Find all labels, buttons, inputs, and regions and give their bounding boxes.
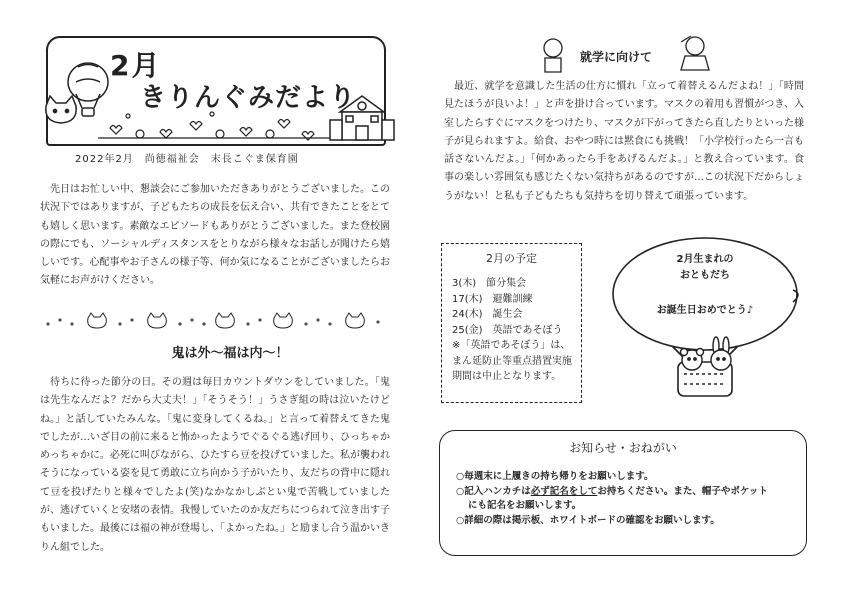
school-prep-paragraph: 最近、就学を意識した生活の仕方に慣れ「立って着替えるんだよね！」「時間見たほうが良いよ！」と声を掛け合っています。マスクの着用も習慣がつき、入室したらすぐにマスクをつけたり、マスクが下がってきたら直したりといった様子が見られますよ。給食、おやつ時には黙食にも挑戦！「小学校行ったら一言も話さないんだよ。」「何かあったら手をあげるんだよ。」と教え合っています。食事の楽しい雰囲気も感じたくない気持ちがあるのですが…この状況下だからしょうがない！と私も子どもたちも気持ちを切り替えて頑張っています。 — [444, 81, 804, 202]
birthday-title — [655, 252, 755, 283]
schedule-item: 24(木) 誕生会 — [452, 309, 523, 320]
schedule-item: 25(金) 英語であそぼう — [452, 324, 563, 336]
birthday-title-line1: 2月生まれの — [676, 254, 734, 265]
setsubun-paragraph: 待ちに待った節分の日。その週は毎日カウントダウンをしていました。「鬼は先生なんだよ？だから大丈夫！」「そうそう！」うさぎ組の時は泣いたけどね。」と話していたみんな。「鬼に変身してくるね。」と言って着替えてきた鬼でしたが…いざ目の前に来ると怖かったようでぐるぐる逃げ回り、ひっちゃかめっちゃかに。必死に叫びながら、ひたすら豆を投げていました。私が襲われそうになっている姿を見て勇敢に立ち向かう子がいたり、友だちの背中に隠れて豆を投げたりと様々でしたよ(笑)なかなかしぶとい鬼で苦戦していましたが、逃げていくと安堵の表情。我慢していたのか友だちにつられて泣き出す子もいました。最後には福の神が登場し、「よかったね。」と励まし合う温かいきりん組でした。 — [40, 377, 390, 553]
schedule-item: 3(木) 節分集会 — [452, 278, 527, 289]
notice-item — [456, 485, 801, 500]
notice-title: お知らせ・おねがい — [569, 441, 677, 455]
notice-list — [456, 470, 801, 529]
notice-item-continuation: にも記名をお願いします。 — [468, 500, 582, 512]
issue-info: 2022年2月 尚徳福祉会 末長こぐま保育園 — [75, 154, 299, 165]
notice-item-text: ○記入ハンカチは — [456, 485, 531, 497]
newsletter-title: きりんぐみだより — [140, 83, 357, 113]
intro-paragraph: 先日はお忙しい中、懇談会にご参加いただきありがとうございました。この状況下ではありますが、子どもたちの成長を伝え合い、共有できたことをとても嬉しく思います。素敵なエピソードもありがとうございました。また登校園の際にでも、ソーシャルディスタンスをとりながら様々なお話しが聞けたら嬉しいです。心配事やお子さんの様子等、何か気になることがございましたらお気軽にお声がけください。 — [40, 184, 390, 287]
notice-item-text: お持ちください。また、帽子やポケット — [597, 485, 768, 497]
schedule-note: ※「英語であそぼう」は、まん延防止等重点措置実施期間は中止となります。 — [452, 340, 572, 382]
cat-icon — [46, 96, 76, 123]
month-label: 2月 — [110, 49, 162, 82]
cat-divider-decoration — [40, 308, 400, 332]
notice-item-emphasis: 必ず記名をして — [530, 485, 598, 497]
schedule-title: 2月の予定 — [486, 252, 537, 265]
schedule-list — [452, 276, 580, 385]
schedule-item: 17(木) 避難訓練 — [452, 293, 533, 305]
girl-icon — [544, 39, 562, 57]
notice-item: ○詳細の際は掲示板、ホワイトボードの確認をお願いします。 — [456, 515, 720, 527]
school-prep-heading: 就学に向けて — [580, 50, 653, 64]
birthday-title-line2: おともだち — [680, 269, 730, 281]
setsubun-heading: 鬼は外〜福は内〜！ — [171, 346, 289, 361]
birthday-message: お誕生日おめでとう♪ — [656, 305, 754, 316]
notice-item: ○毎週末に上履きの持ち帰りをお願いします。 — [456, 471, 654, 482]
bear-icon — [681, 349, 704, 371]
